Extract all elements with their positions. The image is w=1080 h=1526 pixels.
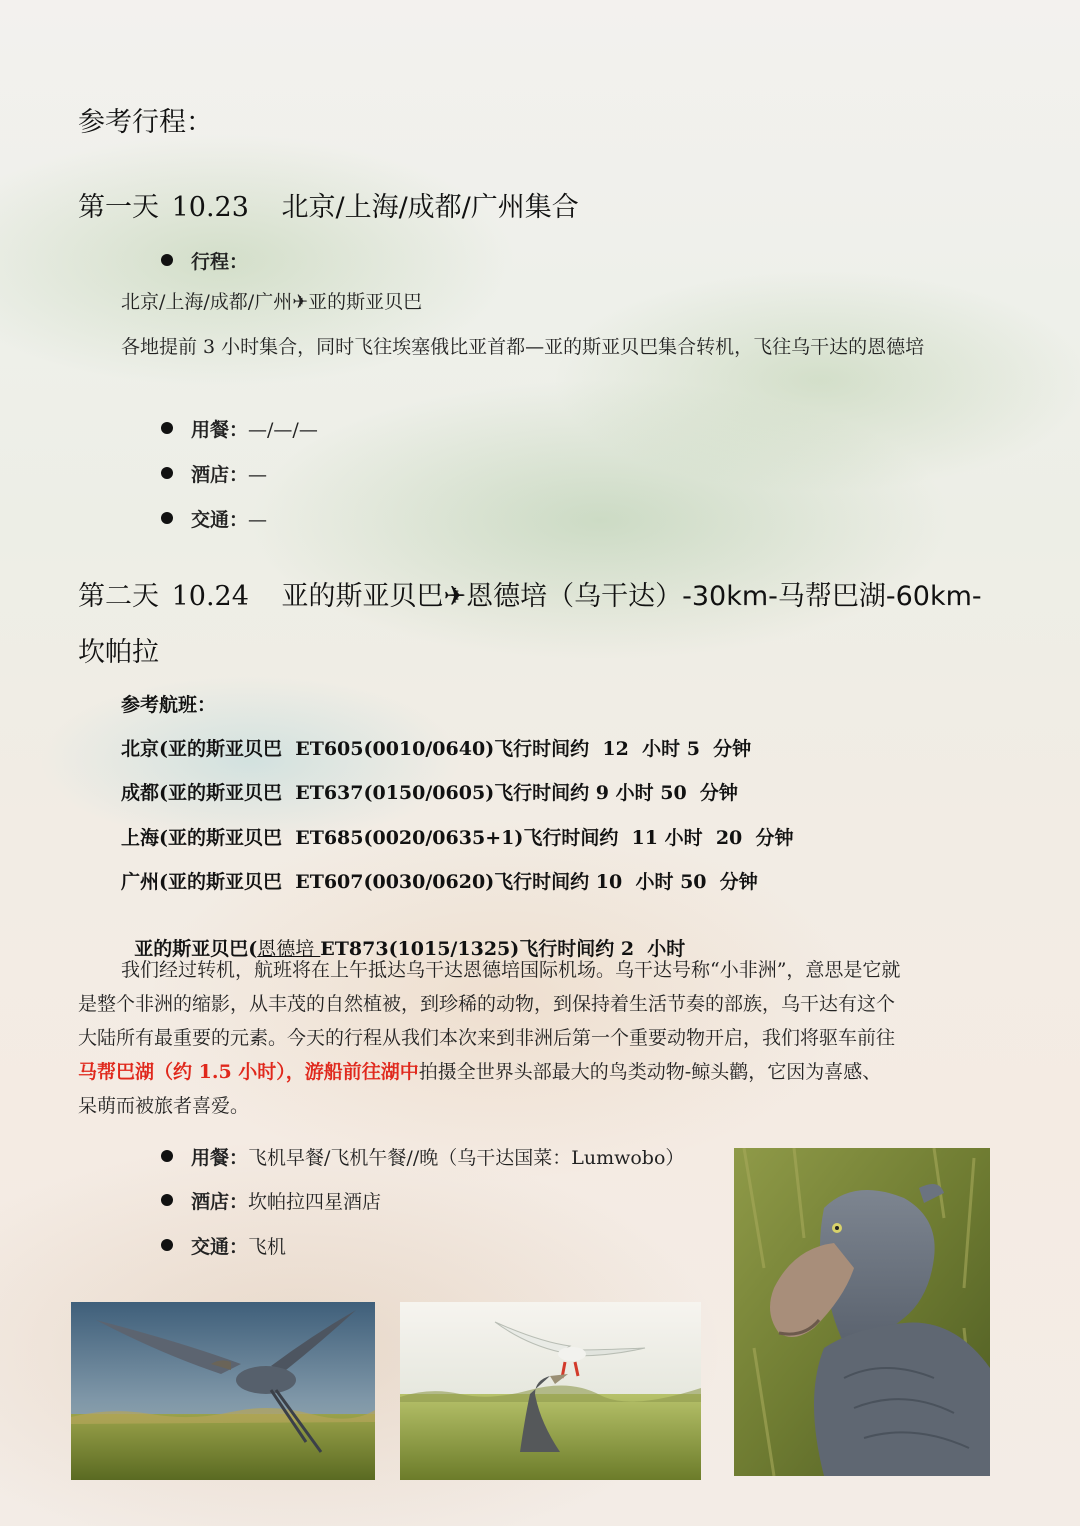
- day1-title: [78, 185, 579, 224]
- day2-description: [78, 953, 1013, 1123]
- day2-title-line2: 坎帕拉: [78, 637, 159, 668]
- bullet-dot-icon: [161, 512, 173, 524]
- day2-date: 10.24: [171, 581, 249, 612]
- day1-route: 北京/上海/成都/广州集合: [281, 192, 579, 223]
- day2-hotel-label: 酒店：: [191, 1191, 249, 1213]
- shoebill-flying-photo: [71, 1302, 375, 1480]
- shoebill-bird-photo: [400, 1302, 701, 1480]
- day1-meals-value: —/—/—: [248, 419, 318, 441]
- day1-transport-label: 交通：: [191, 509, 249, 531]
- flight-row: 上海(亚的斯亚贝巴 ET685(0020/0635+1)飞行时间约 11 小时 20 分钟: [121, 827, 794, 849]
- desc-line: 是整个非洲的缩影，从丰茂的自然植被，到珍稀的动物，到保持着生活节奏的部族，乌干达有这个: [78, 993, 896, 1015]
- desc-line: 我们经过转机，航班将在上午抵达乌干达恩德培国际机场。乌干达号称“小非洲”，意思是它就: [121, 959, 901, 981]
- flights-label: 参考航班：: [121, 694, 217, 716]
- day2-title-prefix: 第二天: [78, 581, 159, 612]
- day1-hotel-value: —: [248, 464, 268, 486]
- day2-meals-label: 用餐：: [191, 1147, 249, 1169]
- day2-hotel-value: 坎帕拉四星酒店: [248, 1191, 382, 1213]
- flight-row: 成都(亚的斯亚贝巴 ET637(0150/0605)飞行时间约 9 小时 50 分钟: [121, 782, 738, 804]
- flight5-underlined: 恩德培: [257, 938, 321, 960]
- section-title: 参考行程：: [78, 107, 213, 138]
- day1-meals-bullet: [191, 415, 318, 442]
- desc-line: [78, 1055, 1013, 1089]
- day1-hotel-bullet: [191, 460, 267, 487]
- bullet-dot-icon: [161, 422, 173, 434]
- flight-row: 北京(亚的斯亚贝巴 ET605(0010/0640)飞行时间约 12 小时 5 分钟: [121, 738, 752, 760]
- day2-hotel-bullet: [191, 1187, 381, 1214]
- bullet-dot-icon: [161, 467, 173, 479]
- flight5-prefix: 亚的斯亚贝巴(: [134, 938, 258, 960]
- day1-route-line: 北京/上海/成都/广州✈亚的斯亚贝巴: [121, 291, 423, 313]
- shoebill-flying-image: [71, 1302, 375, 1480]
- desc-highlight: 马帮巴湖（约 1.5 小时），游船前往湖中: [78, 1061, 419, 1083]
- bullet-dot-icon: [161, 1239, 173, 1251]
- day1-itinerary-label: 行程：: [191, 251, 249, 273]
- desc-line: 大陆所有最重要的元素。今天的行程从我们本次来到非洲后第一个重要动物开启，我们将驱车前往: [78, 1027, 896, 1049]
- day2-transport-value: 飞机: [248, 1236, 287, 1258]
- desc-line: 呆萌而被旅者喜爱。: [78, 1095, 250, 1117]
- day1-transport-bullet: [191, 505, 267, 532]
- desc-line4-rest: 拍摄全世界头部最大的鸟类动物-鲸头鹳，它因为喜感、: [418, 1061, 882, 1083]
- day1-transport-value: —: [248, 509, 268, 531]
- bullet-dot-icon: [161, 1194, 173, 1206]
- day1-hotel-label: 酒店：: [191, 464, 249, 486]
- bullet-dot-icon: [161, 254, 173, 266]
- day2-meals-value: 飞机早餐/飞机午餐//晚（乌干达国菜：Lumwobo）: [248, 1147, 685, 1169]
- day1-description: 各地提前 3 小时集合，同时飞往埃塞俄比亚首都—亚的斯亚贝巴集合转机，飞往乌干达的恩德培: [121, 336, 925, 358]
- day1-title-prefix: 第一天: [78, 192, 159, 223]
- bullet-dot-icon: [161, 1150, 173, 1162]
- flight5-suffix: ET873(1015/1325)飞行时间约 2 小时: [320, 938, 686, 960]
- day2-transport-bullet: [191, 1232, 286, 1259]
- day2-route-line1: 亚的斯亚贝巴✈恩德培（乌干达）-30km-马帮巴湖-60km-: [281, 581, 982, 612]
- shoebill-portrait-photo: [734, 1148, 990, 1476]
- day1-itinerary-bullet: [191, 247, 248, 274]
- shoebill-bird-image: [400, 1302, 701, 1480]
- day2-title: [78, 574, 1018, 613]
- day2-meals-bullet: [191, 1143, 684, 1170]
- flight-row: 广州(亚的斯亚贝巴 ET607(0030/0620)飞行时间约 10 小时 50 分钟: [121, 871, 758, 893]
- day1-meals-label: 用餐：: [191, 419, 249, 441]
- day1-date: 10.23: [171, 192, 249, 223]
- shoebill-portrait-image: [734, 1148, 990, 1476]
- day2-transport-label: 交通：: [191, 1236, 249, 1258]
